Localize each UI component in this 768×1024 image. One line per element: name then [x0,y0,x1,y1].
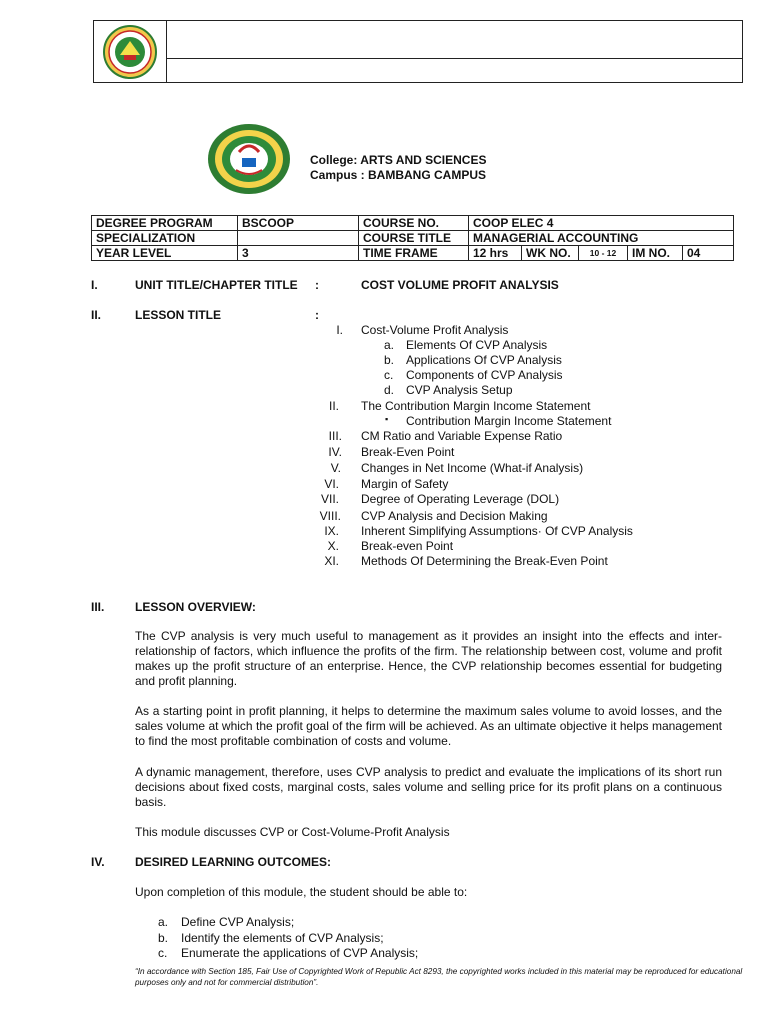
lesson-item: The Contribution Margin Income Statement [361,399,591,413]
week-no-label: WK NO. [522,246,579,261]
lesson-item: Degree of Operating Leverage (DOL) [361,492,560,506]
section-number: I. [91,278,98,292]
course-no-value: COOP ELEC 4 [469,216,734,231]
lesson-item-number: IV. [328,445,342,459]
lesson-subitem: Elements Of CVP Analysis [406,338,548,352]
lesson-item: Margin of Safety [361,477,449,491]
lesson-item-number: VIII. [319,509,341,523]
lesson-item: Inherent Simplifying Assumptions· Of CVP Analysis [361,524,633,538]
lesson-subitem-letter: a. [384,338,395,352]
lesson-item-number: IX. [324,524,339,538]
lesson-overview-heading: LESSON OVERVIEW: [135,600,256,614]
section-number: III. [91,600,105,614]
outcome-item: Define CVP Analysis; [181,915,295,929]
university-seal-icon [100,25,160,79]
unit-title-colon: : [315,278,319,292]
lesson-item: Break-even Point [361,539,454,553]
outcome-letter: c. [158,946,168,960]
table-row [92,231,734,246]
specialization-value [238,231,359,246]
document-header-box [93,20,743,83]
course-title-label: COURSE TITLE [359,231,469,246]
outcomes-intro: Upon completion of this module, the student should be able to: [135,885,468,899]
bullet-icon: ▪ [385,414,389,424]
lesson-subitem: Components of CVP Analysis [406,368,563,382]
lesson-subitem: CVP Analysis Setup [406,383,513,397]
lesson-item-number: VII. [320,492,339,506]
campus-name: Campus : BAMBANG CAMPUS [310,168,487,182]
lesson-item: CM Ratio and Variable Expense Ratio [361,429,563,443]
week-no-value: 10 - 12 [579,246,628,261]
overview-paragraph: As a starting point in profit planning, it helps to determine the maximum sales volume to avoid losses, and the sales volume at which the profit goal of the firm will be achieved. As an ultimate objective it helps management to find the most profitable combination of costs and volume. [135,704,722,748]
year-level-label: YEAR LEVEL [92,246,238,261]
lesson-item-number: VI. [324,477,339,491]
lesson-item-number: XI. [324,554,339,568]
university-logo-cell [94,21,167,82]
outcome-item: Enumerate the applications of CVP Analysis; [181,946,419,960]
lesson-item-number: X. [327,539,339,553]
learning-outcomes-heading: DESIRED LEARNING OUTCOMES: [135,855,332,869]
course-no-label: COURSE NO. [359,216,469,231]
im-no-value: 04 [683,246,734,261]
course-info-table [91,215,734,261]
lesson-item-number: III. [328,429,342,443]
degree-program-value: BSCOOP [238,216,359,231]
overview-paragraph: A dynamic management, therefore, uses CVP analysis to predict and evaluate the implications of its short run decisions about fixed costs, marginal costs, sales volume and selling price for its profit plans on a continuous basis. [135,765,722,809]
time-frame-value: 12 hrs [469,246,522,261]
lesson-item: CVP Analysis and Decision Making [361,509,548,523]
college-name: College: ARTS AND SCIENCES [310,153,487,167]
section-number: IV. [91,855,105,869]
year-level-value: 3 [238,246,359,261]
lesson-title-label: LESSON TITLE [135,308,222,322]
header-row-divider [166,58,742,59]
degree-program-label: DEGREE PROGRAM [92,216,238,231]
lesson-subitem-letter: c. [384,368,394,382]
lesson-item: Cost-Volume Profit Analysis [361,323,509,337]
lesson-item: Changes in Net Income (What-if Analysis) [361,461,584,475]
lesson-item: Break-Even Point [361,445,455,459]
specialization-label: SPECIALIZATION [92,231,238,246]
lesson-item-number: V. [330,461,341,475]
lesson-subitem-letter: d. [384,383,395,397]
lesson-title-colon: : [315,308,319,322]
lesson-subitem-letter: b. [384,353,395,367]
outcome-letter: b. [158,931,169,945]
copyright-footnote: “In accordance with Section 185, Fair Use of Copyrighted Work of Republic Act 8293, the copyrighted works included in this material may be reproduced for educational purposes only and not for commercial distribution”. [135,967,743,987]
lesson-item-number: II. [328,399,339,413]
unit-title-label: UNIT TITLE/CHAPTER TITLE [135,278,298,292]
lesson-subitem: Contribution Margin Income Statement [406,414,612,428]
college-seal-icon [206,122,292,196]
outcome-item: Identify the elements of CVP Analysis; [181,931,384,945]
table-row [92,216,734,231]
course-title-value: MANAGERIAL ACCOUNTING [469,231,734,246]
unit-title-value: COST VOLUME PROFIT ANALYSIS [361,278,559,292]
section-number: II. [91,308,102,322]
lesson-item-number: I. [336,323,343,337]
table-row [92,246,734,261]
time-frame-label: TIME FRAME [359,246,469,261]
lesson-item: Methods Of Determining the Break-Even Point [361,554,608,568]
outcome-letter: a. [158,915,169,929]
im-no-label: IM NO. [628,246,683,261]
overview-paragraph: This module discusses CVP or Cost-Volume-Profit Analysis [135,825,450,839]
overview-paragraph: The CVP analysis is very much useful to management as it provides an insight into the effects and inter-relationship of factors, which influence the profits of the firm. The relationship between cost, volume and profit makes up the profit structure of an enterprise. Hence, the CVP relationship becomes essential for budgeting and profit planning. [135,629,722,688]
lesson-subitem: Applications Of CVP Analysis [406,353,562,367]
